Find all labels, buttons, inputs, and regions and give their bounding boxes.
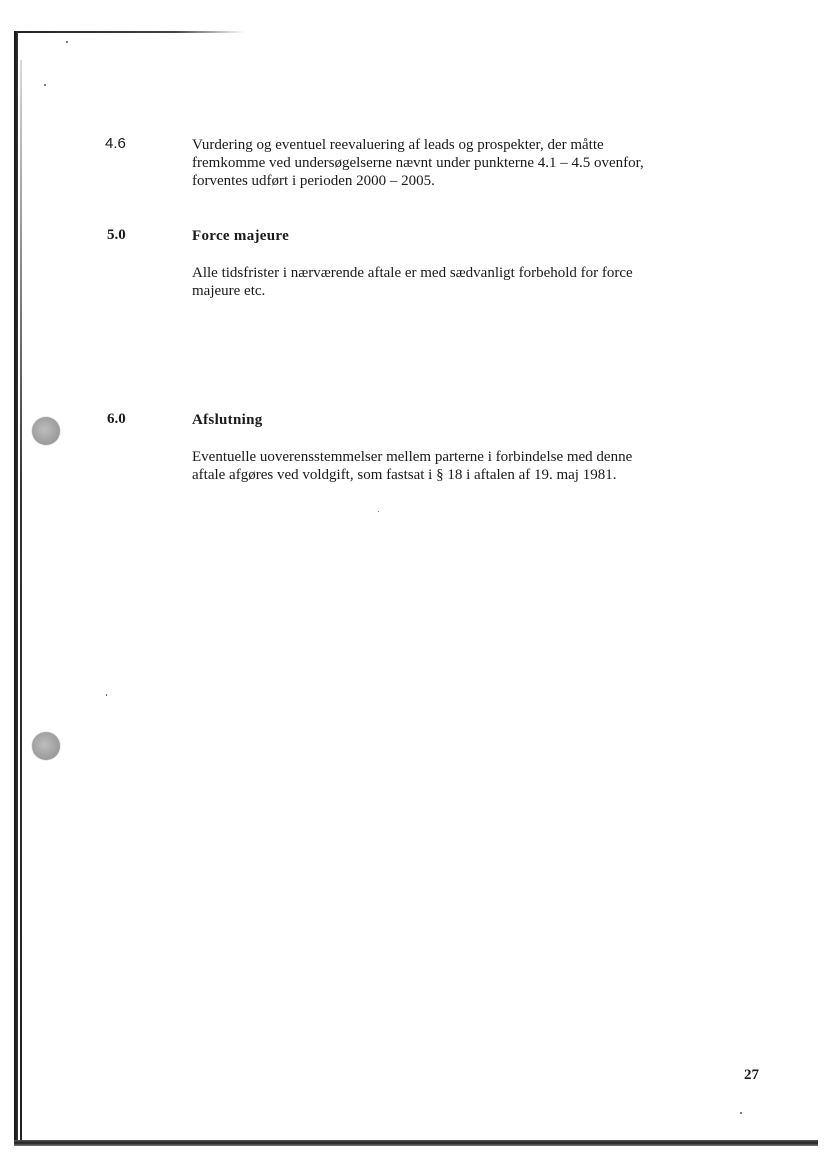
- scan-speck: [44, 84, 46, 86]
- section-heading: Force majeure: [192, 228, 290, 244]
- paragraph-line: Alle tidsfrister i nærværende aftale er med sædvanligt forbehold for force: [192, 265, 633, 281]
- section-paragraph: [192, 136, 692, 190]
- section-heading: Afslutning: [192, 412, 263, 428]
- paragraph-line: Eventuelle uoverensstemmelser mellem parterne i forbindelse med denne: [192, 449, 633, 465]
- section-number: 4.6: [105, 135, 126, 152]
- page-number: 27: [744, 1067, 759, 1083]
- scan-frame-top: [14, 31, 244, 33]
- scan-speck: [106, 694, 107, 696]
- scan-speck: [378, 511, 379, 512]
- section-number: 6.0: [107, 411, 126, 427]
- punch-hole-upper: [32, 417, 60, 445]
- scan-speck: [66, 41, 68, 43]
- section-paragraph: [192, 448, 692, 484]
- paragraph-line: forventes udført i perioden 2000 – 2005.: [192, 173, 435, 189]
- paragraph-line: majeure etc.: [192, 283, 266, 299]
- paragraph-line: Vurdering og eventuel reevaluering af leads og prospekter, der måtte: [192, 137, 604, 153]
- paragraph-line: fremkomme ved undersøgelserne nævnt under punkterne 4.1 – 4.5 ovenfor,: [192, 155, 644, 171]
- scan-frame-left: [14, 31, 18, 1146]
- scan-frame-bottom: [14, 1140, 818, 1146]
- paragraph-line: aftale afgøres ved voldgift, som fastsat i § 18 i aftalen af 19. maj 1981.: [192, 467, 617, 483]
- scan-frame-left-inner: [20, 60, 22, 1145]
- section-paragraph: [192, 264, 692, 300]
- punch-hole-lower: [32, 732, 60, 760]
- section-number: 5.0: [107, 227, 126, 243]
- scan-speck: [740, 1112, 742, 1114]
